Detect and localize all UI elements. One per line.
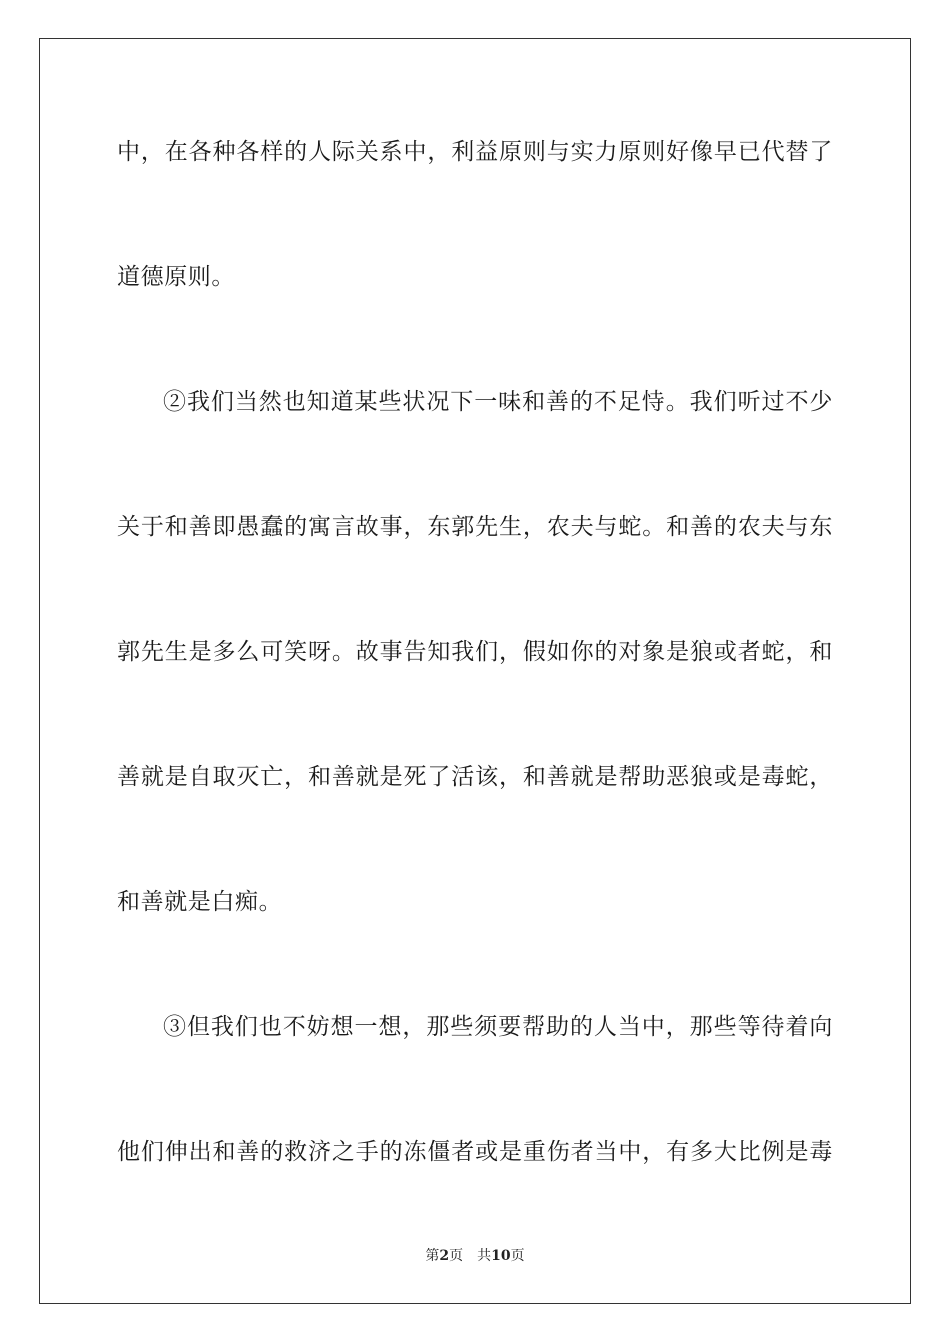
footer-total-suffix: 页 — [510, 1248, 525, 1264]
footer-page-suffix: 页 — [449, 1248, 464, 1264]
page-footer — [0, 1247, 950, 1265]
text-line: 他们伸出和善的救济之手的冻僵者或是重伤者当中，有多大比例是毒 — [117, 1139, 833, 1165]
page-border — [39, 38, 911, 1304]
text-line: 善就是自取灭亡，和善就是死了活该，和善就是帮助恶狼或是毒蛇， — [117, 764, 833, 790]
text-line: 和善就是白痴。 — [117, 889, 283, 915]
total-pages: 10 — [491, 1248, 511, 1264]
footer-prefix: 第 — [425, 1248, 440, 1264]
paragraph-start-line: ③但我们也不妨想一想，那些须要帮助的人当中，那些等待着向 — [163, 1014, 833, 1040]
footer-total-prefix: 共 — [477, 1248, 492, 1264]
text-line: 关于和善即愚蠢的寓言故事，东郭先生，农夫与蛇。和善的农夫与东 — [117, 514, 833, 540]
paragraph-start-line: ②我们当然也知道某些状况下一味和善的不足恃。我们听过不少 — [163, 389, 833, 415]
text-line: 中，在各种各样的人际关系中，利益原则与实力原则好像早已代替了 — [117, 139, 833, 165]
current-page-number: 2 — [439, 1248, 450, 1264]
text-line: 道德原则。 — [117, 264, 235, 290]
text-line: 郭先生是多么可笑呀。故事告知我们，假如你的对象是狼或者蛇，和 — [117, 639, 833, 665]
